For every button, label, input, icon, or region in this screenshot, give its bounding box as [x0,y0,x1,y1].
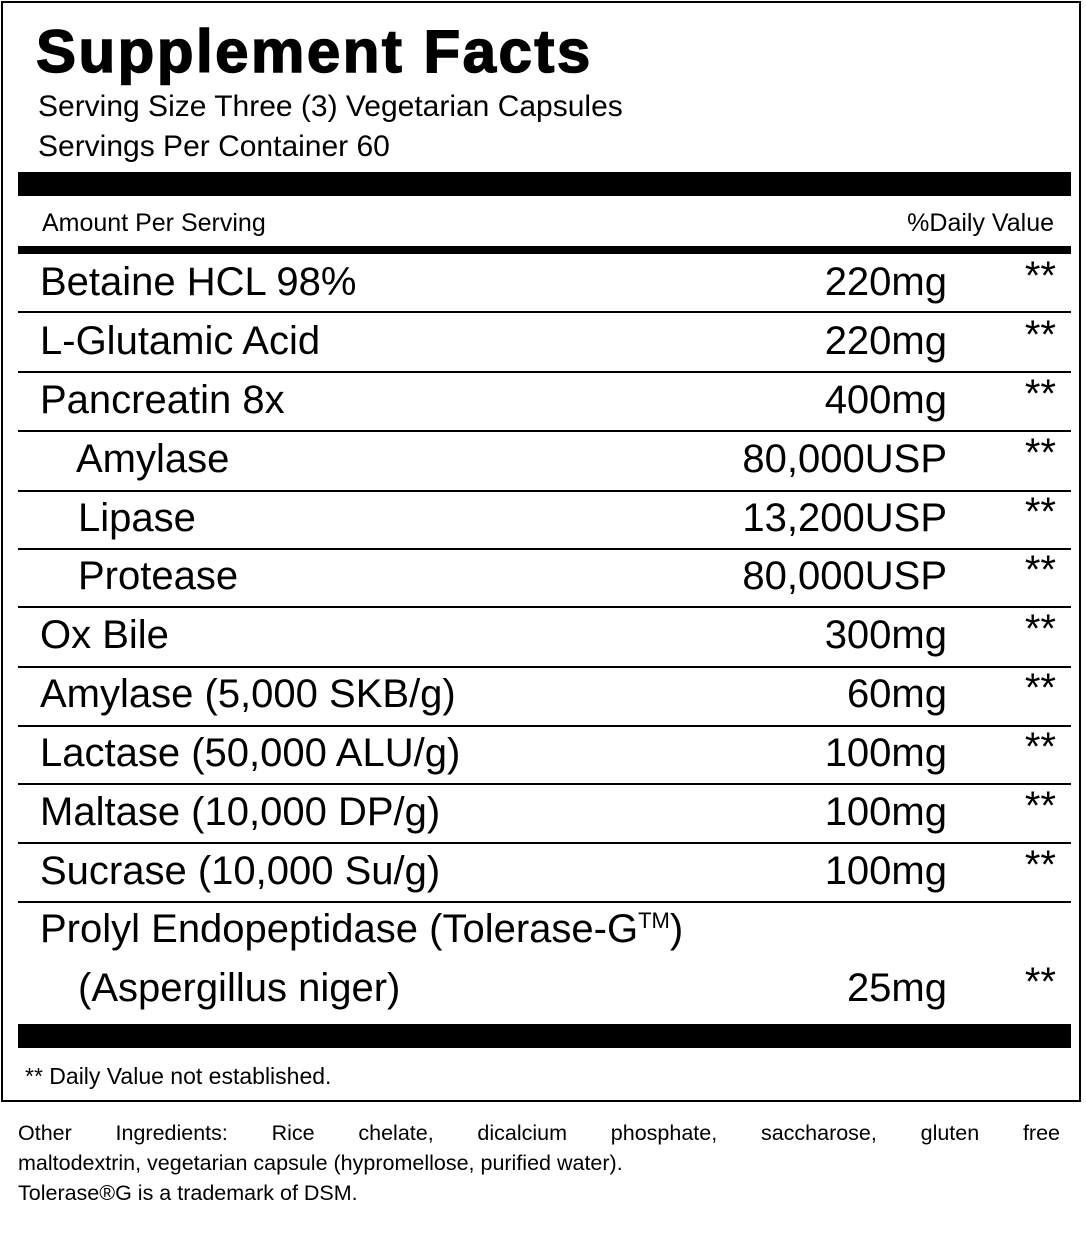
daily-value-label: %Daily Value [907,209,1054,237]
ingredient-name: Pancreatin 8x [40,378,285,422]
ingredient-daily-value: ** [1024,607,1056,651]
ingredient-daily-value: ** [1024,784,1056,828]
thick-divider-top [18,172,1071,196]
ingredient-name: Amylase [76,437,230,481]
ingredient-name-text: Prolyl Endopeptidase (Tolerase-G [40,907,639,951]
medium-divider [18,246,1071,254]
ingredient-amount: 80,000USP [742,437,947,481]
ingredient-daily-value: ** [1024,372,1056,416]
ingredient-amount: 100mg [824,790,947,834]
ingredient-name [40,905,683,953]
row-divider [18,548,1071,550]
ingredient-name: Amylase (5,000 SKB/g) [40,672,456,716]
ingredient-daily-value: ** [1024,548,1056,592]
serving-size: Serving Size Three (3) Vegetarian Capsules [38,90,623,123]
ingredient-amount: 100mg [824,849,947,893]
row-divider [18,666,1071,668]
row-divider [18,842,1071,844]
other-ingredients-line: Other Ingredients: Rice chelate, dicalcium phosphate, saccharose, gluten free [18,1121,1060,1145]
ingredient-source: (Aspergillus niger) [78,966,401,1010]
trademark-notice: Tolerase®G is a trademark of DSM. [18,1181,358,1205]
ingredient-amount: 60mg [846,672,947,716]
ingredient-name: Maltase (10,000 DP/g) [40,790,441,834]
ingredient-daily-value: ** [1024,431,1056,475]
row-divider [18,490,1071,492]
ingredient-daily-value: ** [1024,725,1056,769]
ingredient-daily-value: ** [1024,313,1056,357]
row-divider [18,371,1071,373]
row-divider [18,725,1071,727]
ingredient-daily-value: ** [1024,490,1056,534]
trademark-mark: TM [638,908,670,933]
row-divider [18,430,1071,432]
ingredient-amount: 25mg [846,966,947,1010]
other-ingredients-line: maltodextrin, vegetarian capsule (hypromellose, purified water). [18,1151,623,1175]
ingredient-amount: 300mg [824,613,947,657]
ingredient-name: Sucrase (10,000 Su/g) [40,849,441,893]
amount-per-serving-label: Amount Per Serving [42,209,266,237]
panel-title: Supplement Facts [36,18,593,85]
row-divider [18,311,1071,313]
ingredient-daily-value: ** [1024,666,1056,710]
ingredient-amount: 13,200USP [742,496,947,540]
ingredient-daily-value: ** [1024,843,1056,887]
ingredient-amount: 220mg [824,260,947,304]
ingredient-amount: 400mg [824,378,947,422]
ingredient-amount: 80,000USP [742,554,947,598]
ingredient-name: Lactase (50,000 ALU/g) [40,731,461,775]
row-divider [18,783,1071,785]
ingredient-name: Protease [78,554,239,598]
row-divider [18,606,1071,608]
ingredient-name: Ox Bile [40,613,169,657]
ingredient-name-end: ) [669,907,684,951]
ingredient-name: Lipase [78,496,196,540]
ingredient-amount: 220mg [824,319,947,363]
ingredient-amount: 100mg [824,731,947,775]
daily-value-footnote: ** Daily Value not established. [25,1063,332,1089]
thick-divider-bottom [18,1024,1071,1048]
other-ingredients [18,1118,1060,1208]
ingredient-name: Betaine HCL 98% [40,260,357,304]
servings-per-container: Servings Per Container 60 [38,130,390,163]
ingredient-daily-value: ** [1024,960,1056,1004]
ingredient-daily-value: ** [1024,254,1056,298]
row-divider [18,901,1071,903]
ingredient-name: L-Glutamic Acid [40,319,321,363]
